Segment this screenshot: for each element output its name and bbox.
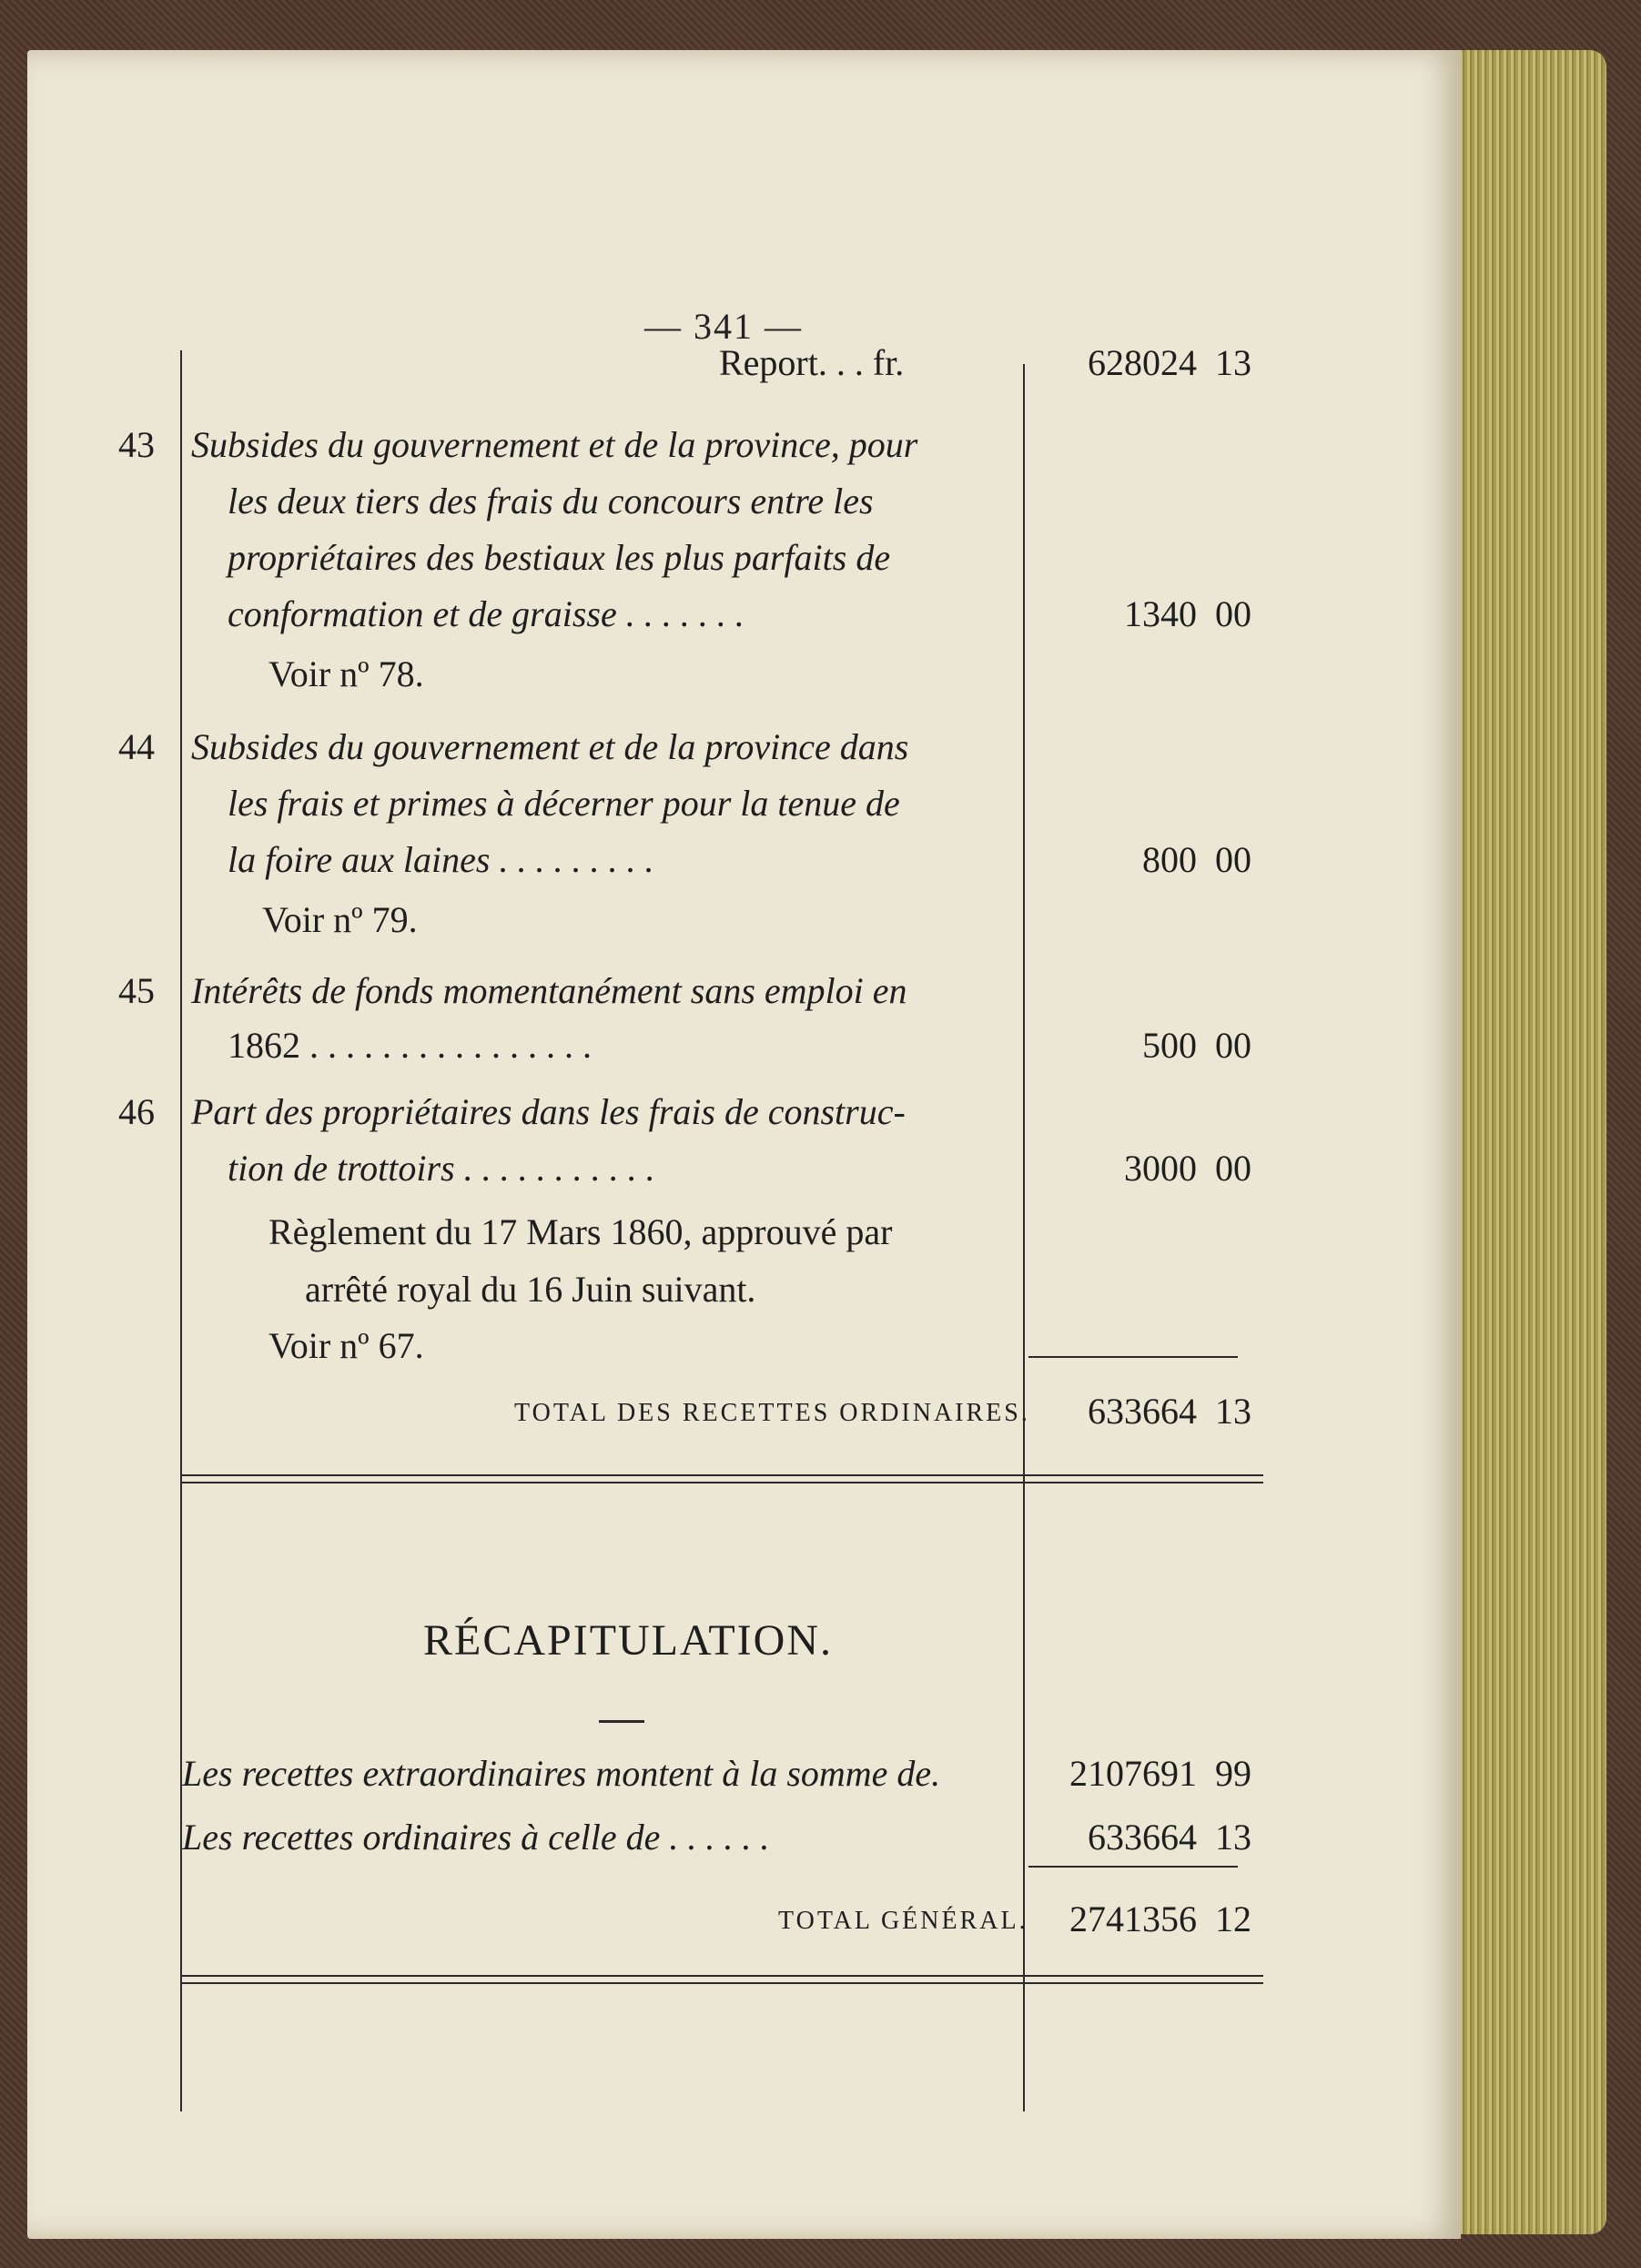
recap-row-francs: 633664	[1088, 1817, 1197, 1858]
total-general-label: TOTAL GÉNÉRAL.	[778, 1907, 1028, 1935]
entry-note: Règlement du 17 Mars 1860, approuvé par	[268, 1211, 893, 1252]
report-label: Report. . . fr.	[719, 342, 905, 383]
entry-number: 46	[118, 1091, 155, 1132]
total-general-amount	[1060, 1898, 1270, 1940]
entry-line: propriétaires des bestiaux les plus parfaits de	[228, 537, 891, 578]
entry-line: Intérêts de fonds momentanément sans emploi en	[191, 970, 907, 1011]
total-general-cents: 12	[1215, 1898, 1251, 1939]
entry-note: arrêté royal du 16 Juin suivant.	[305, 1269, 756, 1310]
entry-francs: 800	[1142, 839, 1197, 880]
entry-line: Subsides du gouvernement et de la province, pour	[191, 424, 918, 465]
book-page	[27, 50, 1461, 2239]
entry-line: Subsides du gouvernement et de la province dans	[191, 726, 909, 767]
recap-row-francs: 2107691	[1069, 1753, 1197, 1794]
total-ordinaires-label: TOTAL DES RECETTES ORDINAIRES.	[514, 1399, 1030, 1427]
recap-row-amount	[1060, 1752, 1270, 1795]
recap-row-label: Les recettes extraordinaires montent à la somme de.	[182, 1753, 941, 1794]
recap-row-label: Les recettes ordinaires à celle de . . . . . .	[182, 1817, 770, 1858]
double-rule	[180, 1482, 1263, 1483]
entry-number: 44	[118, 726, 155, 767]
double-rule	[180, 1975, 1263, 1977]
recap-title: RÉCAPITULATION.	[423, 1616, 833, 1665]
total-ordinaires-francs: 633664	[1088, 1391, 1197, 1432]
entry-number: 45	[118, 970, 155, 1011]
report-cents: 13	[1215, 342, 1251, 383]
entry-note: Voir nº 78.	[268, 653, 424, 694]
entry-line: les frais et primes à décerner pour la tenue de	[228, 783, 900, 824]
total-ordinaires-amount	[1060, 1390, 1270, 1433]
report-amount	[1060, 341, 1270, 384]
recap-row-cents: 99	[1215, 1753, 1251, 1794]
entry-line: la foire aux laines . . . . . . . . .	[228, 839, 654, 880]
sum-rule	[1028, 1356, 1238, 1358]
double-rule	[180, 1474, 1263, 1476]
page-edges	[1443, 50, 1606, 2234]
entry-line: tion de trottoirs . . . . . . . . . . .	[228, 1148, 655, 1189]
report-francs: 628024	[1088, 342, 1197, 383]
entry-line: les deux tiers des frais du concours entre les	[228, 481, 874, 521]
entry-cents: 00	[1215, 1148, 1251, 1189]
entry-number: 43	[118, 424, 155, 465]
sum-rule	[1028, 1866, 1238, 1868]
entry-francs: 1340	[1124, 593, 1197, 634]
double-rule	[180, 1982, 1263, 1984]
entry-cents: 00	[1215, 593, 1251, 634]
entry-amount	[1060, 1024, 1270, 1067]
recap-row-cents: 13	[1215, 1817, 1251, 1858]
entry-line: conformation et de graisse . . . . . . .	[228, 593, 745, 634]
entry-note: Voir nº 67.	[268, 1325, 424, 1366]
entry-cents: 00	[1215, 839, 1251, 880]
entry-note: Voir nº 79.	[262, 899, 418, 940]
amount-column-rule	[1023, 364, 1025, 2111]
entry-line: 1862 . . . . . . . . . . . . . . . .	[228, 1025, 592, 1066]
title-dash	[599, 1720, 644, 1723]
total-general-francs: 2741356	[1069, 1898, 1197, 1939]
total-ordinaires-cents: 13	[1215, 1391, 1251, 1432]
entry-line: Part des propriétaires dans les frais de construc-	[191, 1091, 906, 1132]
recap-row-amount	[1060, 1816, 1270, 1858]
page-number: — 341 —	[644, 306, 803, 347]
entry-francs: 500	[1142, 1025, 1197, 1066]
entry-cents: 00	[1215, 1025, 1251, 1066]
entry-amount	[1060, 838, 1270, 881]
entry-amount	[1060, 1147, 1270, 1190]
entry-francs: 3000	[1124, 1148, 1197, 1189]
entry-amount	[1060, 592, 1270, 635]
